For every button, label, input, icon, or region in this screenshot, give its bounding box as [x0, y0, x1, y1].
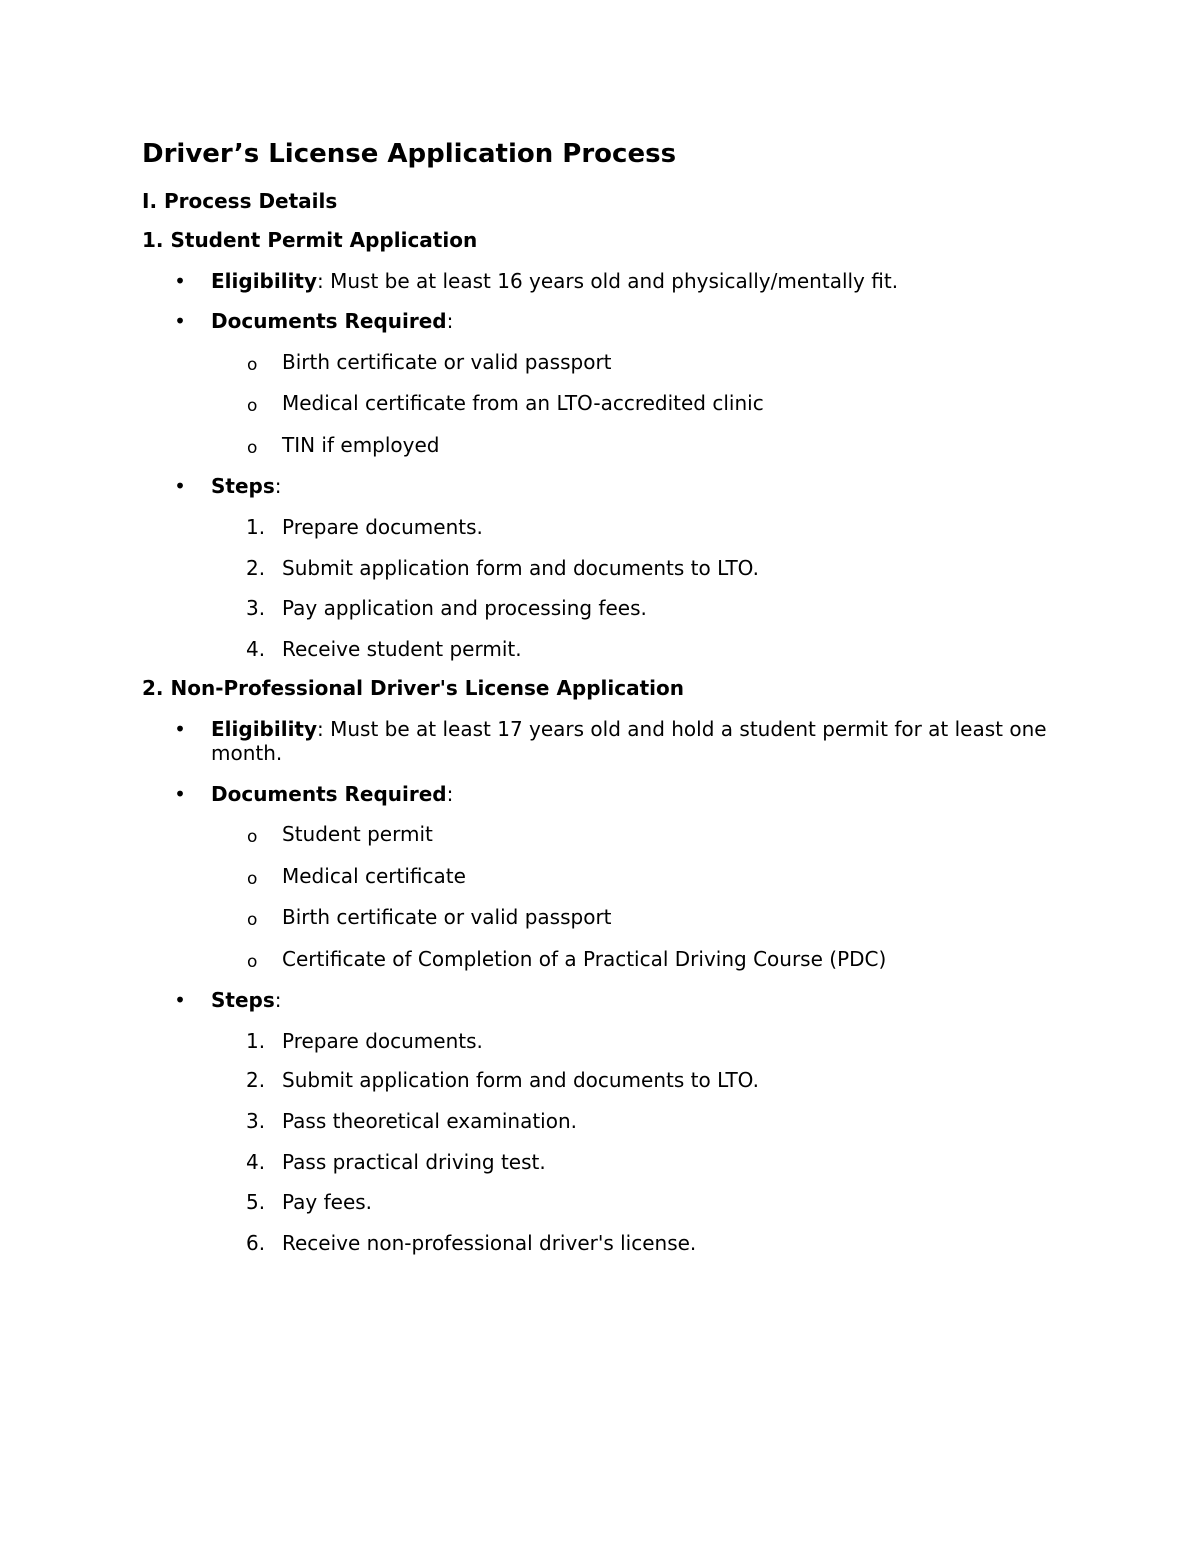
document-item: Birth certificate or valid passport: [282, 905, 612, 929]
document-item: Student permit: [282, 822, 433, 846]
part-1-documents-label: [211, 309, 453, 333]
step-item: Prepare documents.: [282, 515, 483, 539]
document-item: Medical certificate from an LTO-accredited clinic: [282, 391, 764, 415]
step-number: 1.: [246, 515, 266, 539]
step-number: 3.: [246, 596, 266, 620]
step-item: Pay fees.: [282, 1190, 373, 1214]
step-item: Submit application form and documents to LTO.: [282, 556, 759, 580]
step-item: Pass practical driving test.: [282, 1150, 546, 1174]
section-heading: I. Process Details: [142, 189, 338, 213]
steps-label: Steps: [211, 988, 275, 1012]
part-2-documents-label: [211, 782, 453, 806]
part-1-steps-label: [211, 474, 282, 498]
step-number: 4.: [246, 637, 266, 661]
document-item: Certificate of Completion of a Practical Driving Course (PDC): [282, 947, 887, 971]
part-2-heading: 2. Non-Professional Driver's License Application: [142, 676, 685, 700]
step-item: Prepare documents.: [282, 1029, 483, 1053]
bullet-marker: •: [174, 269, 186, 293]
step-number: 1.: [246, 1029, 266, 1053]
sub-bullet-marker: o: [247, 355, 258, 375]
document-item: Birth certificate or valid passport: [282, 350, 612, 374]
document-item: TIN if employed: [282, 433, 440, 457]
bullet-marker: •: [174, 782, 186, 806]
step-item: Submit application form and documents to LTO.: [282, 1068, 759, 1092]
step-number: 5.: [246, 1190, 266, 1214]
documents-colon: :: [446, 782, 454, 806]
step-number: 4.: [246, 1150, 266, 1174]
documents-colon: :: [446, 309, 454, 333]
eligibility-text: : Must be at least 16 years old and physically/mentally fit.: [317, 269, 899, 293]
steps-label: Steps: [211, 474, 275, 498]
step-number: 6.: [246, 1231, 266, 1255]
part-1-heading: 1. Student Permit Application: [142, 228, 478, 252]
document-title: Driver’s License Application Process: [142, 139, 677, 169]
sub-bullet-marker: o: [247, 869, 258, 889]
sub-bullet-marker: o: [247, 910, 258, 930]
part-2-eligibility: [211, 717, 1051, 765]
part-2-steps-label: [211, 988, 282, 1012]
eligibility-label: Eligibility: [211, 269, 318, 293]
step-number: 3.: [246, 1109, 266, 1133]
step-item: Receive student permit.: [282, 637, 522, 661]
document-item: Medical certificate: [282, 864, 466, 888]
bullet-marker: •: [174, 717, 186, 741]
sub-bullet-marker: o: [247, 396, 258, 416]
bullet-marker: •: [174, 988, 186, 1012]
step-item: Pass theoretical examination.: [282, 1109, 578, 1133]
step-number: 2.: [246, 556, 266, 580]
part-1-eligibility: [211, 269, 898, 293]
eligibility-label: Eligibility: [211, 717, 318, 741]
eligibility-text: : Must be at least 17 years old and hold a student permit for at least one month.: [211, 717, 1047, 765]
bullet-marker: •: [174, 474, 186, 498]
bullet-marker: •: [174, 309, 186, 333]
sub-bullet-marker: o: [247, 827, 258, 847]
documents-label: Documents Required: [211, 309, 447, 333]
step-item: Pay application and processing fees.: [282, 596, 647, 620]
step-item: Receive non-professional driver's license.: [282, 1231, 697, 1255]
steps-colon: :: [274, 474, 282, 498]
steps-colon: :: [274, 988, 282, 1012]
step-number: 2.: [246, 1068, 266, 1092]
sub-bullet-marker: o: [247, 952, 258, 972]
documents-label: Documents Required: [211, 782, 447, 806]
sub-bullet-marker: o: [247, 438, 258, 458]
